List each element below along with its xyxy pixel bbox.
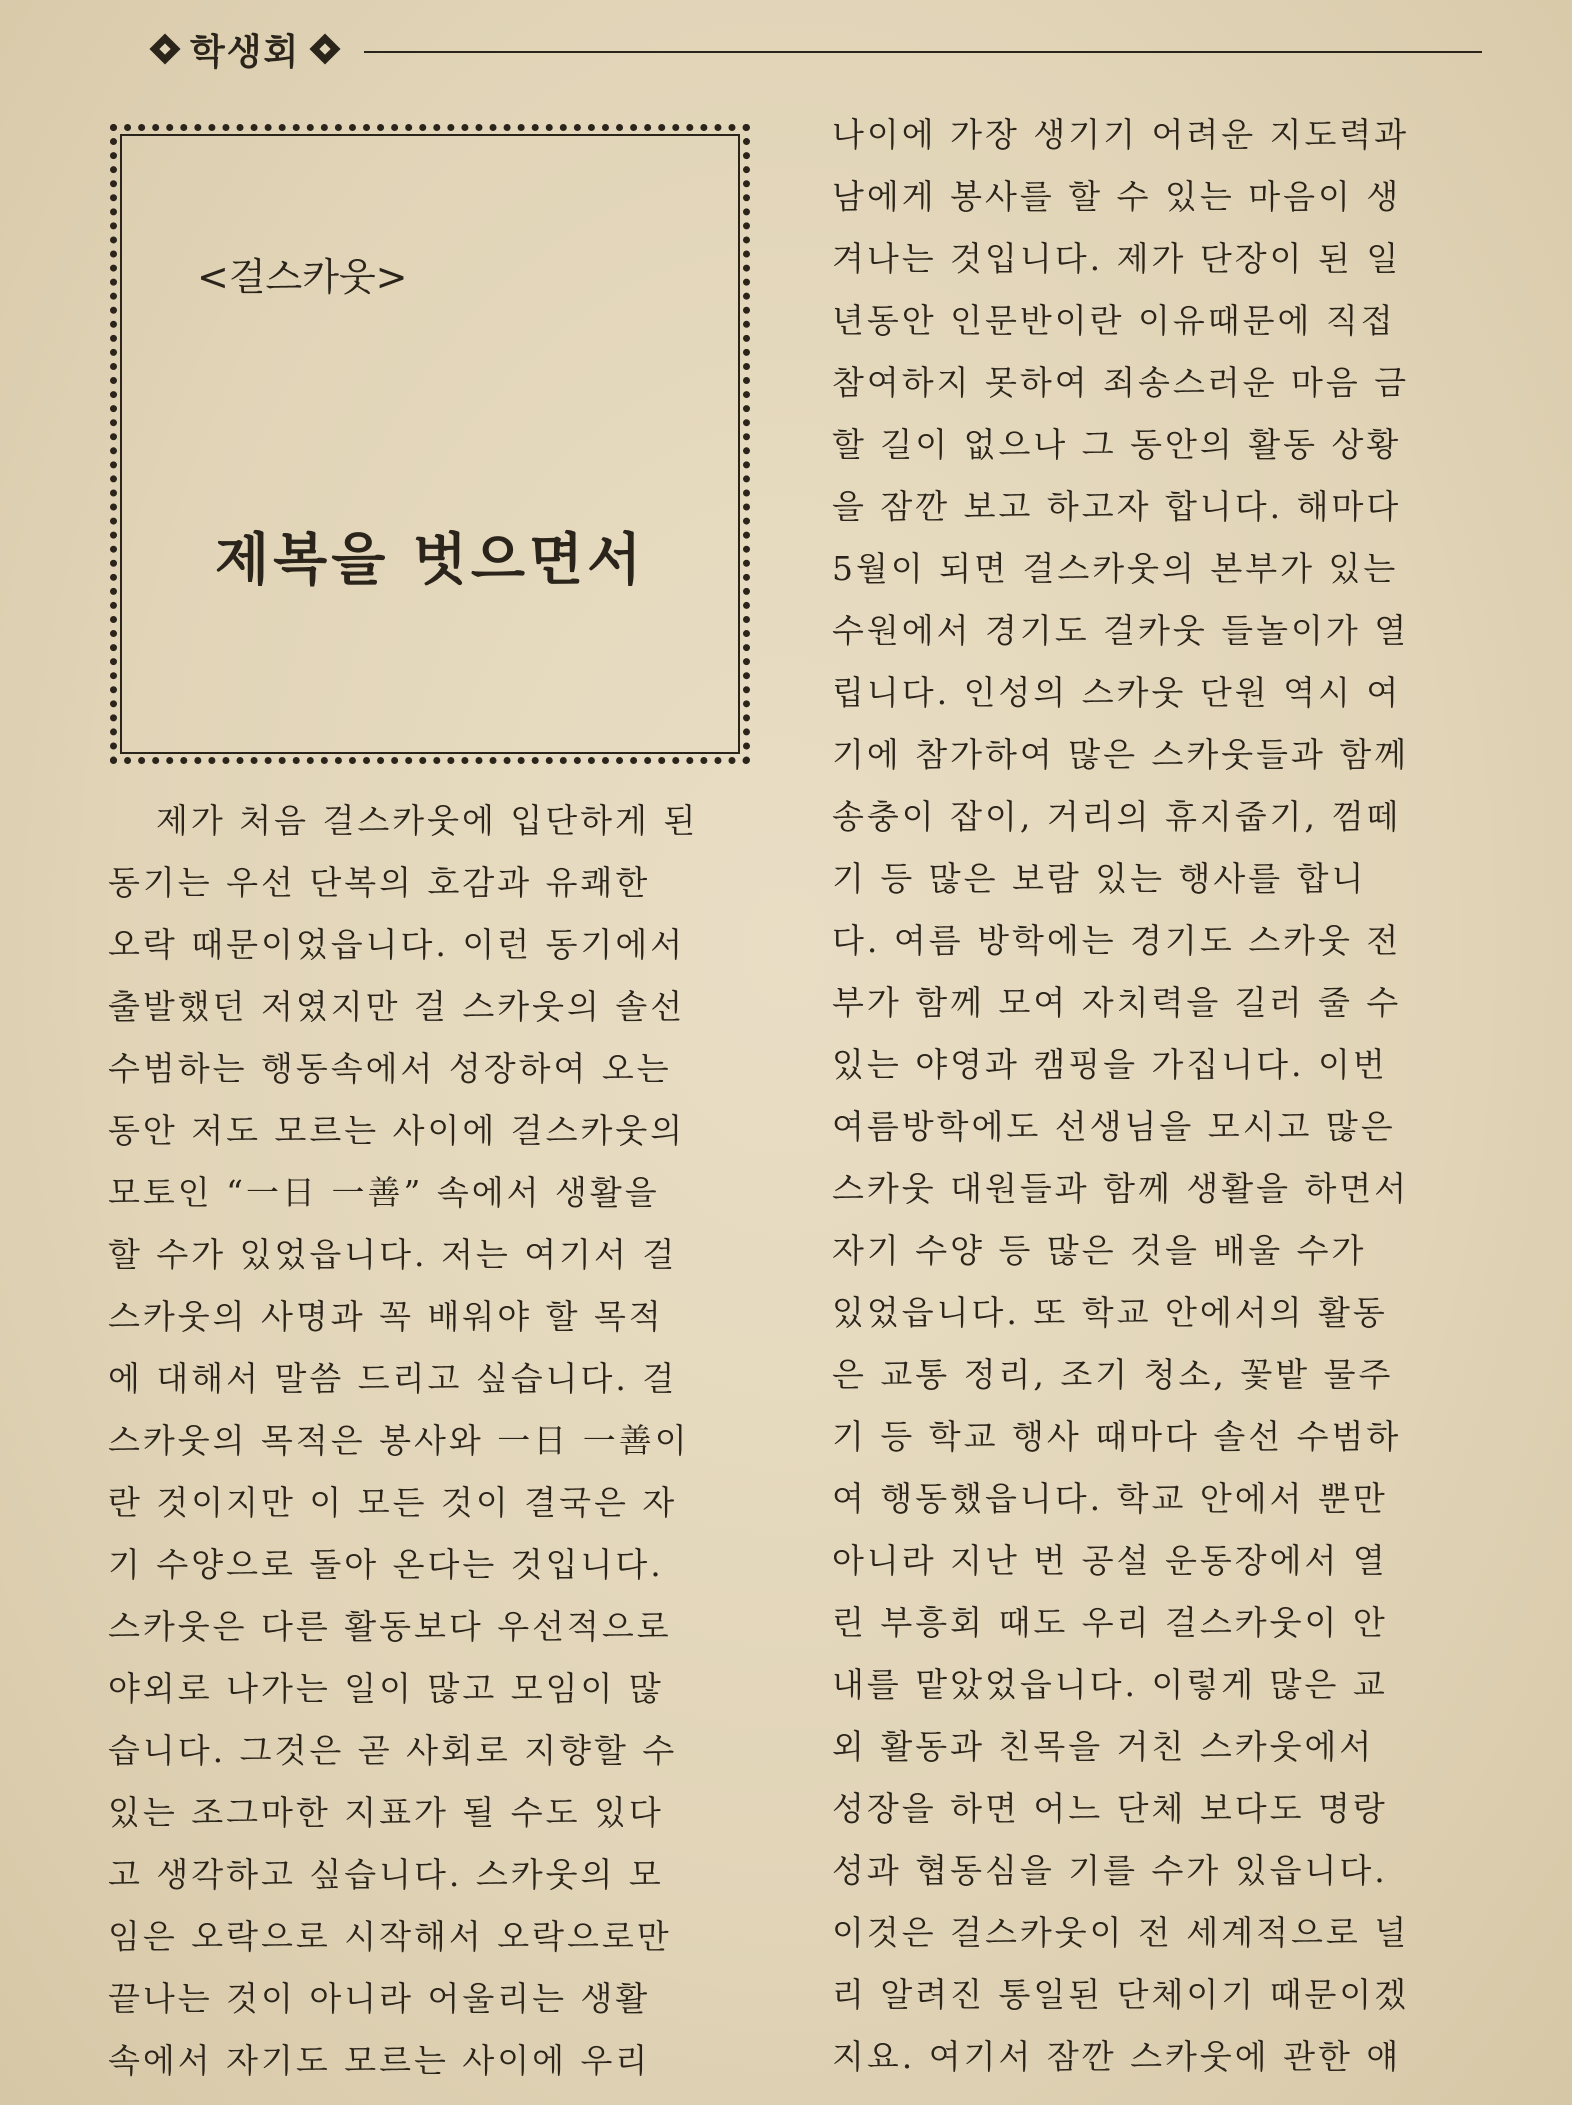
box-subtitle: <걸스카웃> — [197, 255, 408, 299]
text-line: 있었읍니다. 또 학교 안에서의 활동 — [832, 1293, 1388, 1332]
text-line: 송충이 잡이, 거리의 휴지줍기, 껌떼 — [832, 797, 1402, 836]
section-label: 학생회 — [190, 31, 301, 73]
text-line: 야외로 나가는 일이 많고 모임이 많 — [108, 1669, 664, 1708]
text-line: 있는 야영과 캠핑을 가집니다. 이번 — [832, 1045, 1388, 1084]
text-line: 임은 오락으로 시작해서 오락으로만 — [108, 1917, 672, 1956]
text-line: 나이에 가장 생기기 어려운 지도력과 — [832, 115, 1410, 154]
text-line: 수원에서 경기도 걸카웃 들놀이가 열 — [832, 611, 1410, 650]
text-line: 모토인 “一日 一善” 속에서 생활을 — [108, 1173, 660, 1212]
text-line: 제가 처음 걸스카웃에 입단하게 된 — [156, 801, 699, 840]
text-line: 기 수양으로 돌아 온다는 것입니다. — [108, 1545, 664, 1584]
article-title: 제복을 벗으면서 — [215, 528, 646, 593]
text-line: 고 생각하고 싶습니다. 스카웃의 모 — [108, 1855, 664, 1894]
text-line: 끝나는 것이 아니라 어울리는 생활 — [108, 1979, 651, 2018]
text-line: 부가 함께 모여 자치력을 길러 줄 수 — [832, 983, 1402, 1022]
text-line: 남에게 봉사를 할 수 있는 마음이 생 — [832, 177, 1402, 216]
header-rule — [364, 51, 1482, 53]
text-line: 여름방학에도 선생님을 모시고 많은 — [832, 1107, 1396, 1146]
text-line: 지요. 여기서 잠깐 스카웃에 관한 얘 — [832, 2037, 1402, 2076]
text-line: 을 잠깐 보고 하고자 합니다. 해마다 — [832, 487, 1402, 526]
text-line: 참여하지 못하여 죄송스러운 마음 금 — [832, 363, 1410, 402]
page-header — [140, 24, 1482, 74]
text-line: 내를 맡았었읍니다. 이렇게 많은 교 — [832, 1665, 1388, 1704]
text-line: 스카웃은 다른 활동보다 우선적으로 — [108, 1607, 672, 1646]
text-line: 외 활동과 친목을 거친 스카웃에서 — [832, 1727, 1375, 1766]
text-line: 자기 수양 등 많은 것을 배울 수가 — [832, 1231, 1367, 1270]
text-line: 있는 조그마한 지표가 될 수도 있다 — [108, 1793, 664, 1832]
text-line: 스카웃 대원들과 함께 생활을 하면서 — [832, 1169, 1410, 1208]
text-line: 5월이 되면 걸스카웃의 본부가 있는 — [832, 549, 1399, 588]
text-line: 할 수가 있었읍니다. 저는 여기서 걸 — [108, 1235, 678, 1274]
title-box — [110, 124, 750, 764]
text-line: 출발했던 저였지만 걸 스카웃의 솔선 — [108, 987, 686, 1026]
text-line: 년동안 인문반이란 이유때문에 직접 — [832, 301, 1396, 340]
text-line: 스카웃의 사명과 꼭 배워야 할 목적 — [108, 1297, 664, 1336]
text-line: 수범하는 행동속에서 성장하여 오는 — [108, 1049, 672, 1088]
text-line: 겨나는 것입니다. 제가 단장이 된 일 — [832, 239, 1402, 278]
diamond-ornament-icon — [310, 33, 341, 64]
text-line: 습니다. 그것은 곧 사회로 지향할 수 — [108, 1731, 678, 1770]
text-line: 여 행동했읍니다. 학교 안에서 뿐만 — [832, 1479, 1388, 1518]
text-line: 아니라 지난 번 공설 운동장에서 열 — [832, 1541, 1388, 1580]
left-text-column — [108, 790, 758, 2092]
text-line: 에 대해서 말씀 드리고 싶습니다. 걸 — [108, 1359, 678, 1398]
text-line: 리 알려진 통일된 단체이기 때문이겠 — [832, 1975, 1410, 2014]
text-line: 동안 저도 모르는 사이에 걸스카웃의 — [108, 1111, 686, 1150]
text-line: 은 교통 정리, 조기 청소, 꽃밭 물주 — [832, 1355, 1394, 1394]
text-line: 기 등 많은 보람 있는 행사를 합니 — [832, 859, 1367, 898]
text-line: 할 길이 없으나 그 동안의 활동 상황 — [832, 425, 1402, 464]
text-line: 이것은 걸스카웃이 전 세계적으로 널 — [832, 1913, 1410, 1952]
right-text-column — [832, 104, 1492, 2088]
text-line: 성장을 하면 어느 단체 보다도 명랑 — [832, 1789, 1388, 1828]
text-line: 립니다. 인성의 스카웃 단원 역시 여 — [832, 673, 1402, 712]
text-line: 스카웃의 목적은 봉사와 一日 一善이 — [108, 1421, 690, 1460]
text-line: 기 등 학교 행사 때마다 솔선 수범하 — [832, 1417, 1402, 1456]
diamond-ornament-icon — [149, 33, 180, 64]
text-line: 오락 때문이었읍니다. 이런 동기에서 — [108, 925, 686, 964]
text-line: 란 것이지만 이 모든 것이 결국은 자 — [108, 1483, 678, 1522]
text-line: 동기는 우선 단복의 호감과 유쾌한 — [108, 863, 651, 902]
text-line: 속에서 자기도 모르는 사이에 우리 — [108, 2041, 651, 2080]
text-line: 린 부흥회 때도 우리 걸스카웃이 안 — [832, 1603, 1388, 1642]
text-line: 성과 협동심을 기를 수가 있읍니다. — [832, 1851, 1388, 1890]
text-line: 기에 참가하여 많은 스카웃들과 함께 — [832, 735, 1410, 774]
text-line: 다. 여름 방학에는 경기도 스카웃 전 — [832, 921, 1402, 960]
